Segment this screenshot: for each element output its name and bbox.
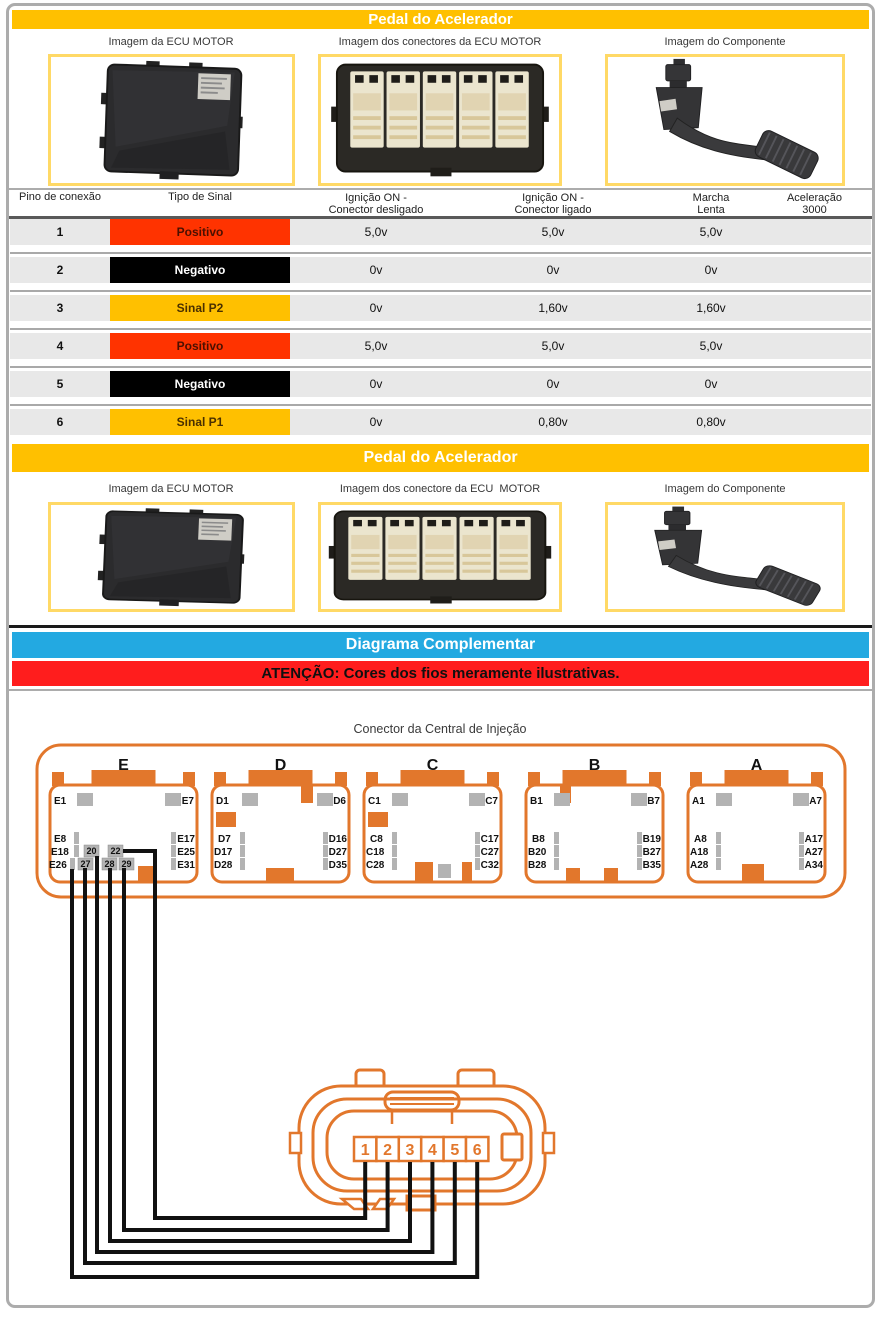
col-header-idle [644, 191, 778, 218]
col-header-line1: Ignição ON - [345, 192, 407, 204]
col-header-ign-off [290, 191, 462, 218]
row-separator [10, 328, 871, 330]
connector-block-E [49, 757, 197, 882]
value-accel [778, 257, 871, 283]
ecu-photo [51, 505, 292, 609]
pin-label: E26 [49, 860, 67, 871]
pin-label: D27 [328, 847, 347, 858]
connector-photo-frame-2 [318, 502, 562, 612]
pin-label: D17 [214, 847, 233, 858]
col-header-pin: Pino de conexão [19, 191, 101, 203]
pedal-photo-frame-2 [605, 502, 845, 612]
value-ign-on: 5,0v [541, 339, 565, 353]
connector-photo-frame-1 [318, 54, 562, 186]
pedal-photo [608, 57, 842, 183]
pin-label: C18 [366, 847, 385, 858]
value-ign-off: 5,0v [364, 225, 388, 239]
pin-number: 6 [56, 415, 64, 429]
pin-number: 4 [56, 339, 64, 353]
pedal-pin-number: 1 [360, 1142, 370, 1159]
divider [9, 625, 872, 628]
pedal-pin-number: 3 [405, 1142, 415, 1159]
pin-label: A34 [804, 860, 823, 871]
pin-label: A27 [804, 847, 823, 858]
row-separator [10, 366, 871, 368]
col-header-accel [768, 191, 861, 218]
pin-label: E31 [177, 860, 195, 871]
value-ign-off: 0v [369, 301, 383, 315]
pin-label: C32 [480, 860, 499, 871]
diagram-header-bar: Diagrama Complementar [12, 632, 869, 658]
value-ign-on: 0v [546, 263, 560, 277]
value-ign-off: 0v [369, 377, 383, 391]
row-separator [10, 252, 871, 254]
section2-title-bar: Pedal do Acelerador [12, 444, 869, 472]
pin-label: C1 [368, 796, 381, 807]
connector-block-B [526, 757, 663, 883]
value-ign-on: 1,60v [538, 301, 568, 315]
pin-label: D28 [214, 860, 233, 871]
pin-label: D1 [216, 796, 229, 807]
pin-label: C27 [480, 847, 499, 858]
pin-label: E17 [177, 834, 195, 845]
pin-label: B35 [642, 860, 661, 871]
pin-label: D7 [218, 834, 231, 845]
table-row-2 [10, 257, 871, 283]
pin-label: A17 [804, 834, 823, 845]
row-separator [10, 404, 871, 406]
value-idle: 0,80v [696, 415, 726, 429]
col-header-ign-on [462, 191, 644, 218]
wiring-diagram [0, 695, 881, 1306]
pin-label: B27 [642, 847, 661, 858]
diagram-title: Conector da Central de Injeção [353, 722, 527, 736]
col-header-line1: Ignição ON - [522, 192, 584, 204]
col-header-line2: Conector ligado [514, 204, 592, 216]
divider [9, 188, 872, 190]
col-header-signal: Tipo de Sinal [168, 191, 232, 203]
value-idle: 1,60v [696, 301, 726, 315]
block-letter: C [426, 757, 439, 774]
pedal-pin-number: 2 [383, 1142, 393, 1159]
warning-bar: ATENÇÃO: Cores dos fios meramente ilustrativas. [12, 661, 869, 686]
table-row-1 [10, 219, 871, 245]
signal-type-badge: Positivo [110, 333, 290, 359]
pedal-connector [290, 1070, 554, 1210]
pin-label: B8 [532, 834, 545, 845]
pin-label: A1 [692, 796, 705, 807]
pedal-photo [608, 505, 842, 609]
value-ign-on: 0v [546, 377, 560, 391]
value-ign-off: 0v [369, 415, 383, 429]
signal-type-badge: Positivo [110, 219, 290, 245]
pin-number: 2 [56, 263, 64, 277]
value-accel [778, 219, 871, 245]
table-row-6 [10, 409, 871, 435]
caption-component-1: Imagem do Componente [664, 36, 786, 48]
caption-component-2: Imagem do Componente [664, 483, 786, 495]
highlighted-pin: 20 [86, 846, 97, 856]
pedal-pin-number: 6 [472, 1142, 482, 1159]
pin-label: D16 [328, 834, 347, 845]
pin-label: B7 [647, 796, 660, 807]
connector-photo [321, 57, 559, 183]
pin-label: B1 [530, 796, 543, 807]
pin-label: E7 [181, 796, 194, 807]
connector-block-A [688, 757, 825, 882]
table-row-5 [10, 371, 871, 397]
pedal-photo-frame-1 [605, 54, 845, 186]
pin-label: A28 [690, 860, 709, 871]
table-row-3 [10, 295, 871, 321]
section1-title-bar: Pedal do Acelerador [12, 10, 869, 29]
value-idle: 0v [704, 263, 718, 277]
highlighted-pin: 29 [121, 859, 132, 869]
value-idle: 5,0v [699, 225, 723, 239]
pin-label: A7 [809, 796, 822, 807]
connector-block-D [212, 757, 349, 883]
pin-label: B20 [528, 847, 547, 858]
col-header-line2: 3000 [802, 204, 827, 216]
pin-label: C8 [370, 834, 383, 845]
value-idle: 5,0v [699, 339, 723, 353]
highlighted-pin: 28 [104, 859, 115, 869]
value-idle: 0v [704, 377, 718, 391]
value-ign-off: 0v [369, 263, 383, 277]
block-letter: E [118, 757, 129, 774]
col-header-line2: Conector desligado [328, 204, 424, 216]
pin-number: 3 [56, 301, 64, 315]
pin-label: B19 [642, 834, 661, 845]
ecu-photo-frame-1 [48, 54, 295, 186]
caption-connectors-1: Imagem dos conectores da ECU MOTOR [338, 36, 542, 48]
highlighted-pin: 22 [110, 846, 121, 856]
pin-label: E25 [177, 847, 195, 858]
pin-label: D35 [328, 860, 347, 871]
value-accel [778, 371, 871, 397]
pedal-pin-number: 5 [450, 1142, 460, 1159]
wires [72, 851, 477, 1277]
connector-block-C [364, 757, 501, 882]
highlighted-pin: 27 [80, 859, 91, 869]
caption-ecu-2: Imagem da ECU MOTOR [108, 483, 234, 495]
pin-label: A8 [694, 834, 707, 845]
pin-label: E18 [51, 847, 69, 858]
caption-ecu-1: Imagem da ECU MOTOR [108, 36, 234, 48]
wire-E26-to-6 [72, 869, 477, 1277]
ecu-photo [51, 57, 292, 183]
pin-label: E1 [54, 796, 67, 807]
pin-label: E8 [54, 834, 67, 845]
col-header-line1: Marcha [692, 192, 730, 204]
pin-number: 1 [56, 225, 64, 239]
divider [9, 689, 872, 691]
pin-number: 5 [56, 377, 64, 391]
block-letter: D [274, 757, 287, 774]
pin-label: A18 [690, 847, 709, 858]
value-ign-on: 5,0v [541, 225, 565, 239]
value-ign-off: 5,0v [364, 339, 388, 353]
pin-label: B28 [528, 860, 547, 871]
value-ign-on: 0,80v [538, 415, 568, 429]
signal-type-badge: Sinal P1 [110, 409, 290, 435]
row-separator [10, 290, 871, 292]
caption-connectors-2: Imagem dos conectore da ECU MOTOR [339, 483, 541, 495]
value-accel [778, 409, 871, 435]
pin-label: C28 [366, 860, 385, 871]
signal-type-badge: Sinal P2 [110, 295, 290, 321]
col-header-line2: Lenta [697, 204, 725, 216]
pin-label: D6 [333, 796, 346, 807]
block-letter: A [750, 757, 763, 774]
value-accel [778, 333, 871, 359]
value-accel [778, 295, 871, 321]
signal-type-badge: Negativo [110, 257, 290, 283]
table-row-4 [10, 333, 871, 359]
pin-label: C7 [485, 796, 498, 807]
ecu-photo-frame-2 [48, 502, 295, 612]
signal-type-badge: Negativo [110, 371, 290, 397]
block-letter: B [588, 757, 601, 774]
connector-photo [321, 505, 559, 609]
pedal-pin-number: 4 [427, 1142, 437, 1159]
col-header-line1: Aceleração [786, 192, 843, 204]
pin-label: C17 [480, 834, 499, 845]
